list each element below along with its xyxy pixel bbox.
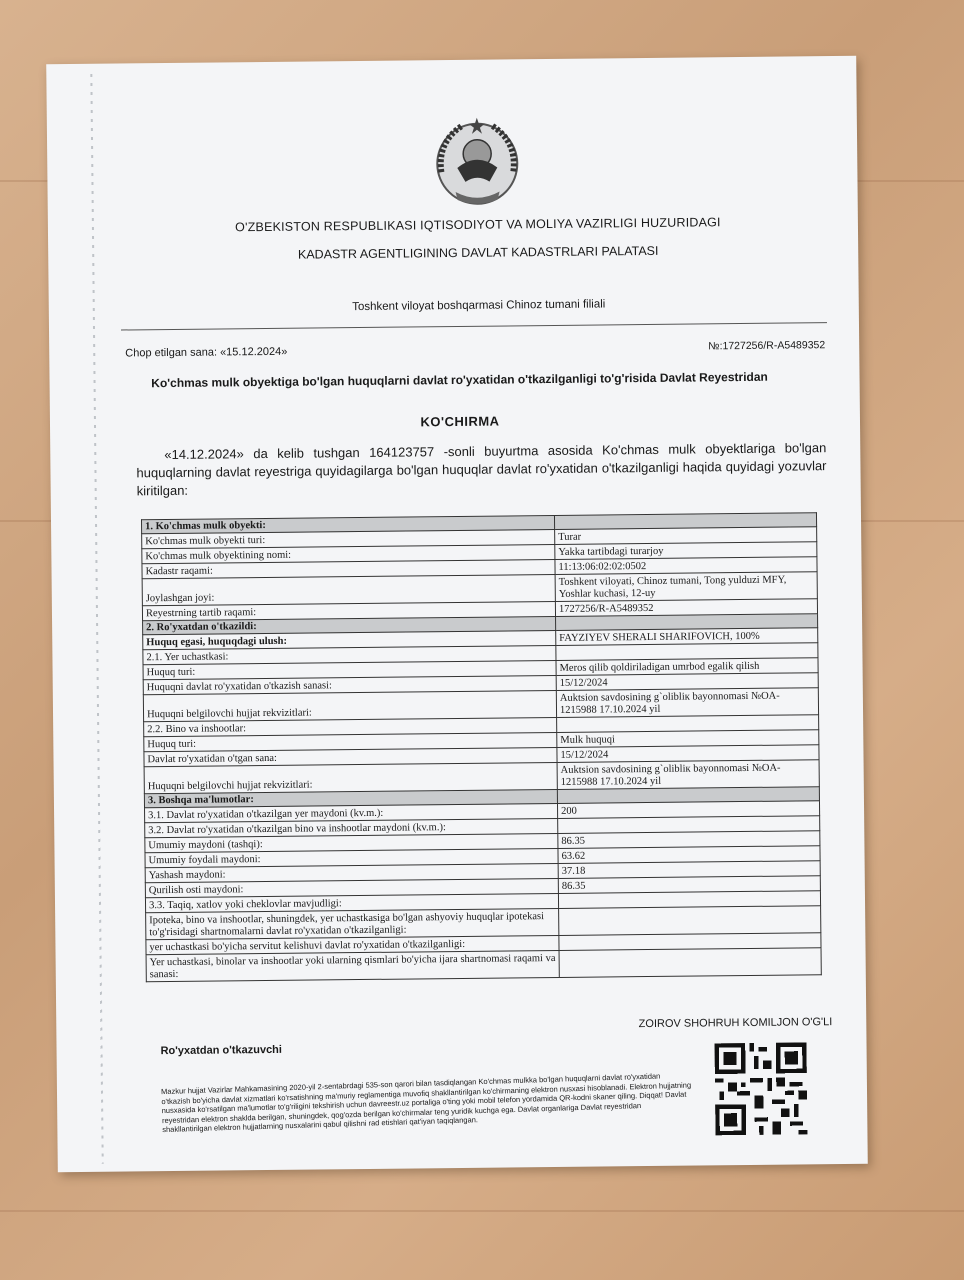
field-value: 86.35 (558, 876, 820, 894)
branch-name: Toshkent viloyat boshqarmasi Chinoz tumani filiali (352, 298, 606, 314)
field-value: Yakka tartibdagi turarjoy (555, 542, 817, 560)
field-label: 2.1. Yer uchastkasi: (143, 645, 556, 664)
field-label: 3.1. Davlat ro'yxatidan o'tkazilgan yer maydoni (kv.m.): (145, 803, 558, 822)
intro-paragraph: «14.12.2024» da kelib tushgan 164123757 -sonli buyurtma asosida Ko'chmas mulk obyektlariga bo'lgan huquqlarning davlat reyestriga quyidagilarga bo'lgan huquqlar davlat ro'yxatidan o'tkazilganligi haqida quyidagi yozuvlar kiritilgan: (136, 440, 827, 499)
field-label: Huquq turi: (144, 732, 557, 751)
field-label: Huquqni belgilovchi hujjat rekvizitlari: (143, 690, 556, 721)
registrar-name: ZOIROV SHOHRUH KOMILJON O'G'LI (638, 1016, 833, 1031)
field-label: Huquqni belgilovchi hujjat rekvizitlari: (144, 762, 557, 793)
wood-grain (0, 1210, 964, 1212)
document-subtitle: KO'CHIRMA (420, 413, 500, 430)
field-label: Qurilish osti maydoni: (145, 878, 558, 897)
document-title: Ko'chmas mulk obyektiga bo'lgan huquqlarni davlat ro'yxatidan o'tkazilganligi to'g'risida Davlat Reyestridan (151, 369, 768, 391)
field-value: FAYZIYEV SHERALI SHARIFOVICH, 100% (556, 628, 818, 646)
field-value: Mulk huquqi (557, 730, 819, 748)
field-label: 1. Ko'chmas mulk obyekti: (141, 515, 554, 533)
document-page (46, 56, 868, 1172)
field-value: Auktsion savdosining g`olibliк bayonnomasi №OA-1215988 17.10.2024 yil (556, 688, 818, 718)
field-value: 15/12/2024 (556, 673, 818, 691)
qr-code-icon (715, 1042, 808, 1135)
field-label: 3.3. Taqiq, xatlov yoki cheklovlar mavjudligi: (145, 893, 558, 912)
field-label: Ko'chmas mulk obyektining nomi: (142, 544, 555, 563)
field-label: 2. Ro'yxatdan o'tkazildi: (143, 616, 556, 634)
agency-header-line1: O'ZBEKISTON RESPUBLIKASI IQTISODIYOT VA MOLIYA VAZIRLIGI HUZURIDAGI (235, 215, 721, 235)
field-value: Turar (555, 527, 817, 545)
legal-footnote: Mazkur hujjat Vazirlar Mahkamasining 2020-yil 2-sentabrdagi 535-son qarori bilan tasdiqlangan Ko'chmas mulkka bo'lgan huquqlarni davlat ro'yxatidan o'tkazish bo'yicha davlat xizmatlari ko'rsatishning ma'muriy reglamentiga muvofiq shakllantirilgan ko'chirmaning elektron nusxasi hisoblanadi. Elektron hujjatning nusxasida ko'rsatilgan ma'lumotlar to'g'riligini tekshirish uchun davreestr.uz portaliga o'ting yoki mobil telefon yordamida QR-kodni skaner qiling. Diqqat! Davlat reyestridan elektron shaklda berilgan, shuningdek, qog'ozda berilgan ko'chirmalar teng yuridik kuchga ega. Davlat organlariga Davlat reyestridan shakllantirilgan elektron hujjatlarning nusxalarini qabul qilishni rad etishlari qat'iyan taqiqlangan. (160, 1071, 692, 1135)
field-label: Huquq turi: (143, 660, 556, 679)
print-date: Chop etilgan sana: «15.12.2024» (125, 345, 288, 360)
field-value (559, 906, 821, 936)
state-emblem-icon (427, 111, 528, 212)
field-label: Umumiy foydali maydoni: (145, 848, 558, 867)
field-label: Ko'chmas mulk obyekti turi: (142, 529, 555, 548)
field-value: 37.18 (558, 861, 820, 879)
field-value: 200 (557, 801, 819, 819)
field-label: 2.2. Bino va inshootlar: (144, 717, 557, 736)
field-label: 3. Boshqa ma'lumotlar: (144, 789, 557, 807)
registrar-label: Ro'yxatdan o'tkazuvchi (160, 1043, 282, 1058)
field-label: 3.2. Davlat ro'yxatidan o'tkazilgan bino va inshootlar maydoni (kv.m.): (145, 818, 558, 837)
field-label: yer uchastkasi bo'yicha servitut kelishuvi davlat ro'yxatidan o'tkazilganligi: (146, 935, 559, 954)
field-value: 11:13:06:02:02:0502 (555, 557, 817, 575)
field-label: Huquqni davlat ro'yxatidan o'tkazish sanasi: (143, 675, 556, 694)
field-value: Meros qilib qoldiriladigan umrbod egalik qilish (556, 658, 818, 676)
field-label: Reyestrning tartib raqami: (142, 601, 555, 620)
field-value: 15/12/2024 (557, 745, 819, 763)
field-value (559, 948, 821, 978)
field-label: Ipoteka, bino va inshootlar, shuningdek, yer uchastkasiga bo'lgan ashyoviy huquqlar ipotekasi to'g'risidagi shartnomalarni davlat ro'yxatidan o'tkazilganligi: (146, 908, 559, 939)
document-number: №:1727256/R-A5489352 (708, 339, 826, 353)
field-label: Yashash maydoni: (145, 863, 558, 882)
registry-table (141, 512, 822, 982)
perforation-line (90, 74, 103, 1164)
field-label: Huquq egasi, huquqdagi ulush: (143, 630, 556, 649)
field-label: Yer uchastkasi, binolar va inshootlar yoki ularning qismlari bo'yicha ijara shartnomasi raqami va sanasi: (146, 950, 559, 981)
agency-header-line2: KADASTR AGENTLIGINING DAVLAT KADASTRLARI PALATASI (297, 243, 659, 262)
field-value: 86.35 (558, 831, 820, 849)
field-label: Kadastr raqami: (142, 559, 555, 578)
header-divider (121, 322, 827, 330)
field-value: Auktsion savdosining g`olibliк bayonnomasi №OA-1215988 17.10.2024 yil (557, 760, 819, 790)
field-value: 63.62 (558, 846, 820, 864)
field-label: Joylashgan joyi: (142, 574, 555, 605)
field-label: Umumiy maydoni (tashqi): (145, 833, 558, 852)
field-value: Toshkent viloyati, Chinoz tumani, Tong yulduzi MFY, Yoshlar kuchasi, 12-uy (555, 572, 817, 602)
field-value: 1727256/R-A5489352 (555, 599, 817, 617)
field-label: Davlat ro'yxatidan o'tgan sana: (144, 747, 557, 766)
